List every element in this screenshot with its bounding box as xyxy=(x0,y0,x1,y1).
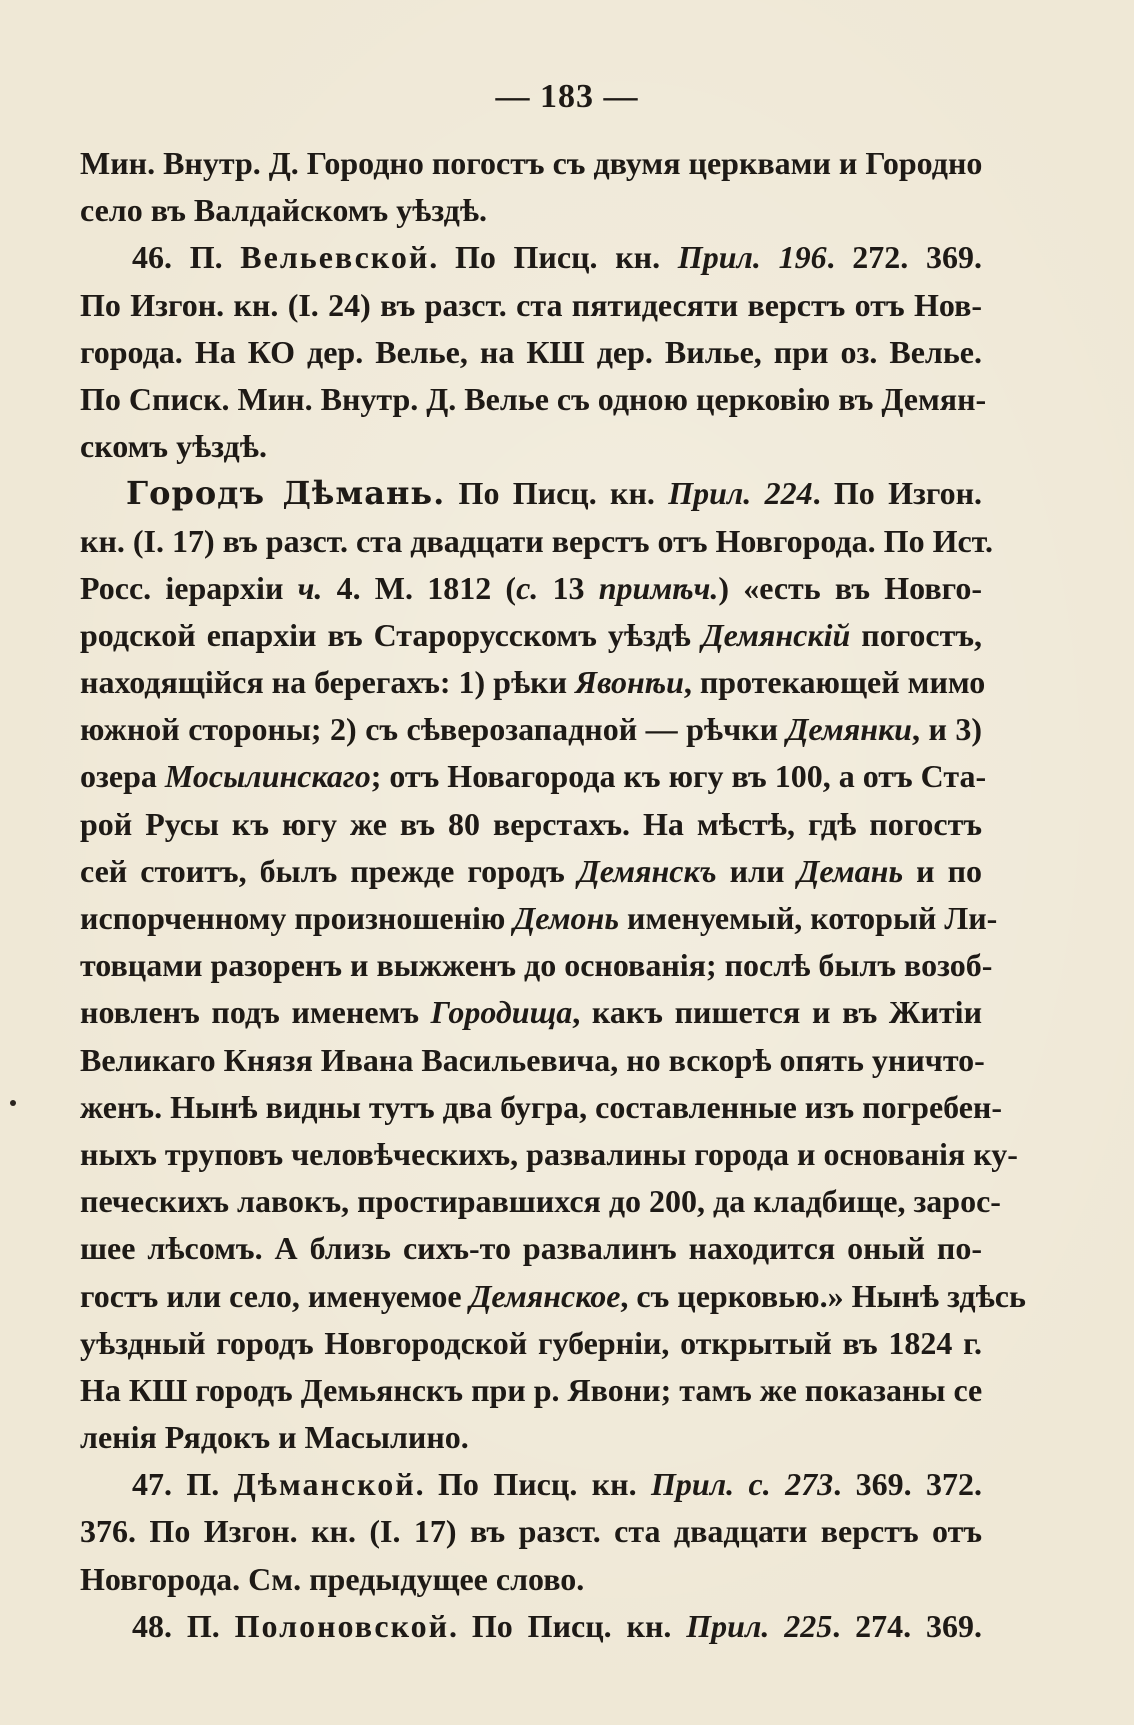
text-line xyxy=(80,753,987,800)
text-span: Новгорода. См. предыдущее слово. xyxy=(80,1560,585,1597)
italic-text: Прил. 224 xyxy=(668,475,813,512)
margin-mark xyxy=(10,1100,16,1106)
text-span: и по xyxy=(903,852,983,889)
text-span: 46. П. xyxy=(132,239,241,276)
text-span: уѣздный городъ Новгородской губернiи, открытый въ 1824 г. xyxy=(80,1324,982,1361)
text-line xyxy=(80,1556,982,1603)
text-span: , протекающей мимо xyxy=(683,664,986,701)
italic-text: Прил. 196 xyxy=(677,239,827,276)
text-line xyxy=(80,1603,982,1650)
italic-text: Демянскъ xyxy=(577,852,717,889)
body-text xyxy=(80,140,1026,1650)
text-span: товцами разоренъ и выжженъ до основанiя; послѣ былъ возоб- xyxy=(80,947,993,984)
text-span: . 274. 369. xyxy=(832,1607,982,1644)
italic-text: Демонь xyxy=(513,900,619,936)
text-span: Великаго Князя Ивана Васильевича, но вскорѣ опять уничто- xyxy=(80,1041,985,1078)
text-line xyxy=(80,1320,982,1367)
italic-text: Демянки xyxy=(786,711,912,748)
text-line xyxy=(80,659,986,706)
text-span: сей стоитъ, былъ прежде городъ xyxy=(80,852,578,889)
text-line xyxy=(80,1414,982,1461)
text-span: . По Изгон. xyxy=(812,475,983,512)
text-span: гостъ или село, именуемое xyxy=(80,1277,470,1314)
text-line xyxy=(80,140,982,187)
italic-text: Демань xyxy=(797,852,904,889)
italic-text: Мосылинскаго xyxy=(164,758,371,795)
text-span: испорченному произношенiю xyxy=(80,900,514,936)
text-span: 4. М. 1812 ( xyxy=(322,569,517,606)
spaced-name: Вельевской xyxy=(240,239,430,276)
text-span: южной стороны; 2) съ сѣверозападной — рѣчки xyxy=(80,711,787,748)
text-line xyxy=(80,895,998,942)
spaced-name: Полоновской xyxy=(234,1607,450,1644)
text-span: рой Русы къ югу же въ 80 верстахъ. На мѣстѣ, гдѣ погостъ xyxy=(80,805,982,842)
spaced-name: Дѣманской xyxy=(233,1466,416,1503)
text-span: 48. П. xyxy=(132,1607,235,1644)
text-line xyxy=(80,282,982,329)
italic-text: Демянское xyxy=(469,1277,621,1314)
text-span: На КШ городъ Демьянскъ при р. Явони; тамъ же показаны се xyxy=(80,1371,983,1408)
text-line xyxy=(80,565,982,612)
text-span: 13 xyxy=(538,569,599,606)
text-span: . 369. 372. xyxy=(833,1466,983,1503)
text-span: ) «есть въ Новго- xyxy=(718,569,983,606)
text-span: находящiйся на берегахъ: 1) рѣки xyxy=(80,664,576,701)
text-span: именуемый, который Ли- xyxy=(618,900,998,936)
italic-text: Явонѣи xyxy=(575,664,684,701)
text-line xyxy=(80,1131,1018,1178)
text-span: озера xyxy=(80,758,165,795)
text-line xyxy=(80,329,982,376)
text-line xyxy=(80,470,982,517)
text-span: , съ церковью.» Нынѣ здѣсь xyxy=(620,1277,1026,1314)
text-span: Росс. iерархiи xyxy=(80,569,298,606)
italic-text: примѣч. xyxy=(598,569,719,606)
text-span: 47. П. xyxy=(132,1466,234,1503)
entry-heading: Городъ Дѣмань. xyxy=(126,474,446,513)
text-line xyxy=(80,706,982,753)
text-span: . 272. 369. xyxy=(826,239,983,276)
text-line xyxy=(80,187,982,234)
text-span: или xyxy=(716,852,798,889)
text-span: село въ Валдайскомъ уѣздѣ. xyxy=(80,192,488,229)
text-line xyxy=(80,942,993,989)
text-span: женъ. Нынѣ видны тутъ два бугра, составленные изъ погребен- xyxy=(80,1088,1003,1125)
text-span: . По Писц. кн. xyxy=(415,1466,652,1503)
text-span: погостъ, xyxy=(850,616,983,653)
text-line xyxy=(80,989,982,1036)
text-span: родской епархiи въ Старорусскомъ уѣздѣ xyxy=(80,616,702,653)
text-span: По Списк. Мин. Внутр. Д. Велье съ однoю церковiю въ Демян- xyxy=(80,380,987,417)
text-span: . По Писц. кн. xyxy=(429,239,678,276)
text-line xyxy=(80,234,982,281)
text-line xyxy=(80,518,993,565)
text-span: кн. (I. 17) въ разст. ста двадцати верстъ отъ Новгорода. По Ист. xyxy=(80,522,993,559)
text-line xyxy=(80,1084,1003,1131)
text-line xyxy=(80,376,987,423)
text-span: новленъ подъ именемъ xyxy=(80,994,431,1031)
text-line xyxy=(80,1273,1026,1320)
italic-text: с. xyxy=(516,569,539,606)
text-line xyxy=(80,1037,985,1084)
text-span: , какъ пишется и въ Житiи xyxy=(572,994,983,1031)
text-span: ленiя Рядокъ и Масылино. xyxy=(80,1419,469,1456)
page-number: — 183 — xyxy=(495,78,639,115)
italic-text: Прил. с. 273 xyxy=(651,1466,834,1503)
text-span: По Изгон. кн. (I. 24) въ разст. ста пятидесяти верстъ отъ Нов- xyxy=(80,286,982,323)
text-span: скомъ уѣздѣ. xyxy=(80,428,267,465)
text-line xyxy=(80,1461,982,1508)
italic-text: Городища xyxy=(430,994,573,1031)
text-line xyxy=(80,612,982,659)
italic-text: Демянскiй xyxy=(701,616,851,653)
italic-text: Прил. 225 xyxy=(686,1607,833,1644)
text-line xyxy=(80,1178,1001,1225)
text-span: 376. По Изгон. кн. (I. 17) въ разст. ста двадцати верстъ отъ xyxy=(80,1513,982,1550)
text-line xyxy=(80,423,982,470)
text-line xyxy=(80,1367,982,1414)
italic-text: ч. xyxy=(297,569,323,606)
text-span: ныхъ труповъ человѣческихъ, развалины города и основанiя ку- xyxy=(80,1135,1018,1172)
text-line xyxy=(80,1508,982,1555)
text-span: города. На КО дер. Велье, на КШ дер. Вилье, при оз. Велье. xyxy=(80,333,982,370)
text-line xyxy=(80,1225,982,1272)
text-span: . По Писц. кн. xyxy=(449,1607,687,1644)
text-line xyxy=(80,801,982,848)
text-span: ; отъ Новагорода къ югу въ 100, а отъ Ста- xyxy=(370,758,987,795)
text-span: , и 3) xyxy=(911,711,983,748)
text-span: шее лѣсомъ. А близь сихъ-то развалинъ находится оный по- xyxy=(80,1230,982,1267)
text-span: Мин. Внутр. Д. Городно погостъ съ двумя церквами и Городно xyxy=(80,145,983,181)
text-span: печескихъ лавокъ, простиравшихся до 200, да кладбище, зарос- xyxy=(80,1183,1001,1220)
text-line xyxy=(80,848,982,895)
text-span: По Писц. кн. xyxy=(445,475,669,512)
